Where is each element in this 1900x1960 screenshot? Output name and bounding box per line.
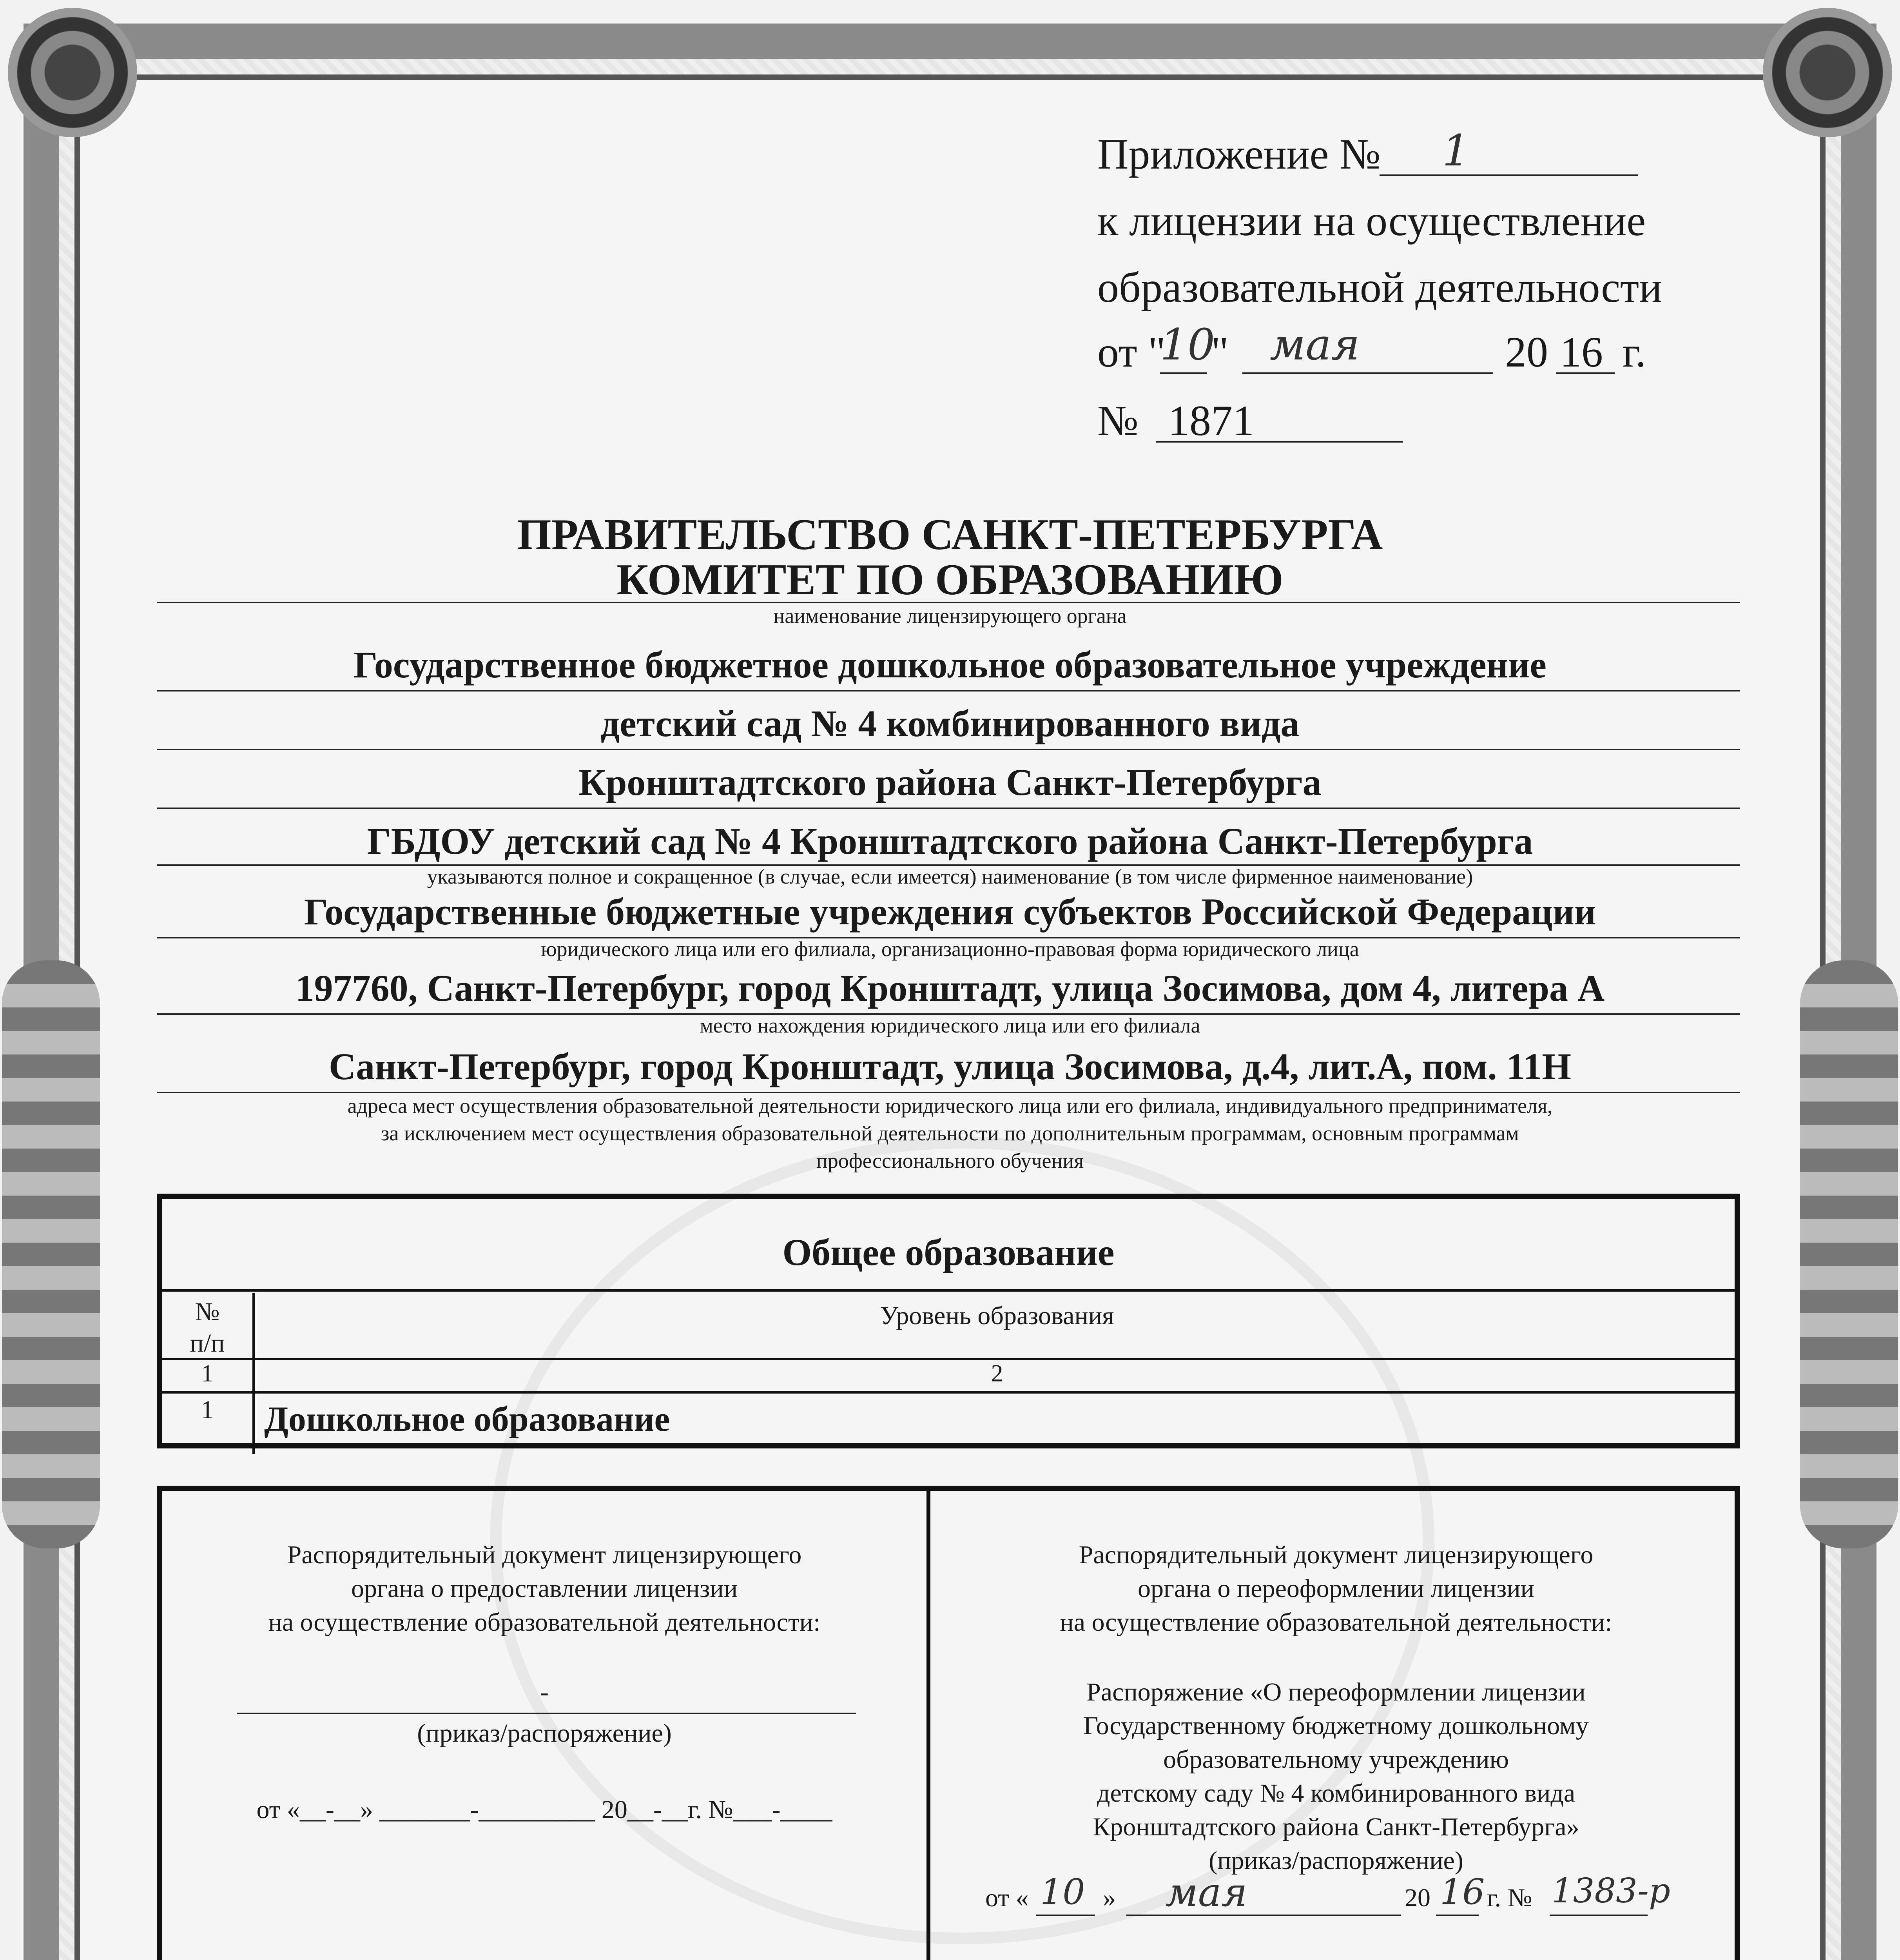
orders-box [157,1486,1740,1960]
appendix-year-prefix: 20 [1505,328,1548,376]
corner-ornament-icon [1763,8,1892,137]
col-index-2: 2 [991,1360,1003,1387]
appendix-number-line [1380,174,1638,176]
org-full-name-3: Кронштадтского района Санкт-Петербурга [578,761,1322,803]
left-order-dash: - [540,1678,549,1706]
appendix-date-quote: " [1211,328,1229,376]
right-order-day-line [1036,1915,1095,1916]
right-order-date-prefix: от « [985,1884,1029,1912]
appendix-number: 1 [1442,125,1470,176]
org-short-name: ГБДОУ детский сад № 4 Кронштадтского района Санкт-Петербурга [367,820,1533,862]
org-address-caption: место нахождения юридического лица или его филиала [700,1014,1200,1037]
left-order-date-line: от «__-__» _______-_________ 20__-__г. №___-____ [256,1795,832,1824]
appendix-line3: образовательной деятельности [1097,263,1662,311]
col-level-header: Уровень образования [880,1301,1114,1330]
license-number: 1871 [1168,397,1254,445]
org-activity-address: Санкт-Петербург, город Кронштадт, улица Зосимова, д.4, лит.А, пом. 11Н [328,1045,1572,1087]
right-order-num-label: г. № [1487,1884,1532,1912]
org-legal-form: Государственные бюджетные учреждения субъектов Российской Федерации [304,891,1596,933]
appendix-date-prefix: от " [1097,328,1166,376]
table-rule [162,1391,1735,1394]
right-order-heading-1: Распорядительный документ лицензирующего [1079,1541,1594,1569]
right-order-year: 16 [1440,1871,1485,1913]
col-num-header-2: п/п [190,1329,225,1357]
col-index-1: 1 [201,1360,214,1387]
appendix-date-month: мая [1270,319,1360,370]
authority-caption: наименование лицензирующего органа [773,604,1127,628]
table-row-num: 1 [201,1396,214,1424]
appendix-date-day: 10 [1160,319,1215,370]
left-order-type-line [237,1713,856,1714]
right-order-text-1: Распоряжение «О переоформлении лицензии [1086,1678,1586,1706]
org-name-caption: указываются полное и сокращенное (в случае, если имеется) наименование (в том числе фирменное наименование) [427,865,1473,888]
right-order-text-4: детскому саду № 4 комбинированного вида [1097,1779,1575,1808]
appendix-year: 16 [1560,328,1603,376]
org-form-caption: юридического лица или его филиала, организационно-правовая форма юридического лица [541,937,1359,961]
right-order-day: 10 [1040,1871,1085,1913]
org-legal-address: 197760, Санкт-Петербург, город Кронштадт, улица Зосимова, дом 4, литера А [295,967,1605,1009]
date-month-line [1242,372,1493,374]
activity-caption-2: за исключением мест осуществления образовательной деятельности по дополнительным программам, основным программам [381,1122,1519,1145]
left-order-heading-3: на осуществление образовательной деятельности: [268,1608,821,1637]
left-order-type-caption: (приказ/распоряжение) [417,1719,672,1748]
orders-divider [926,1491,930,1960]
activity-caption-3: профессионального обучения [816,1149,1084,1172]
right-order-text-2: Государственному бюджетному дошкольному [1083,1711,1589,1740]
appendix-line2: к лицензии на осуществление [1097,197,1646,245]
org-rule-7 [157,1092,1740,1093]
right-order-heading-3: на осуществление образовательной деятельности: [1060,1608,1612,1637]
right-order-text-3: образовательному учреждению [1163,1745,1509,1774]
left-order-heading-2: органа о предоставлении лицензии [351,1574,738,1603]
date-day-line [1160,372,1207,374]
table-rule [162,1289,1735,1292]
education-table [157,1194,1740,1448]
appendix-year-suffix: г. [1623,328,1646,376]
left-order-heading-1: Распорядительный документ лицензирующего [287,1541,802,1569]
license-number-label: № [1097,397,1139,445]
right-order-date-mid: » [1103,1884,1116,1912]
table-row-level: Дошкольное образование [264,1400,670,1439]
right-order-text-5: Кронштадтского района Санкт-Петербурга» [1093,1813,1579,1841]
appendix-label: Приложение № [1097,130,1381,178]
right-order-month: мая [1166,1869,1247,1915]
authority-line2: КОМИТЕТ ПО ОБРАЗОВАНИЮ [616,555,1284,604]
right-order-number-line [1550,1915,1648,1916]
org-rule-3 [157,808,1740,809]
right-order-number: 1383-р [1552,1871,1670,1911]
education-table-title: Общее образование [782,1231,1115,1273]
right-order-year-prefix: 20 [1405,1884,1430,1912]
authority-line1: ПРАВИТЕЛЬСТВО САНКТ-ПЕТЕРБУРГА [517,510,1383,559]
org-full-name-1: Государственное бюджетное дошкольное образовательное учреждение [354,644,1546,686]
authority-rule [157,602,1740,603]
org-rule-1 [157,690,1740,691]
org-rule-2 [157,749,1740,750]
right-order-year-line [1436,1915,1479,1916]
right-order-type-caption: (приказ/распоряжение) [1209,1846,1463,1875]
activity-caption-1: адреса мест осуществления образовательной деятельности юридического лица или его филиала, индивидуального предпринимателя, [347,1094,1553,1118]
col-num-header-1: № [195,1298,220,1326]
right-order-heading-2: органа о переоформлении лицензии [1137,1574,1534,1603]
org-full-name-2: детский сад № 4 комбинированного вида [600,702,1300,744]
corner-ornament-icon [8,8,137,137]
